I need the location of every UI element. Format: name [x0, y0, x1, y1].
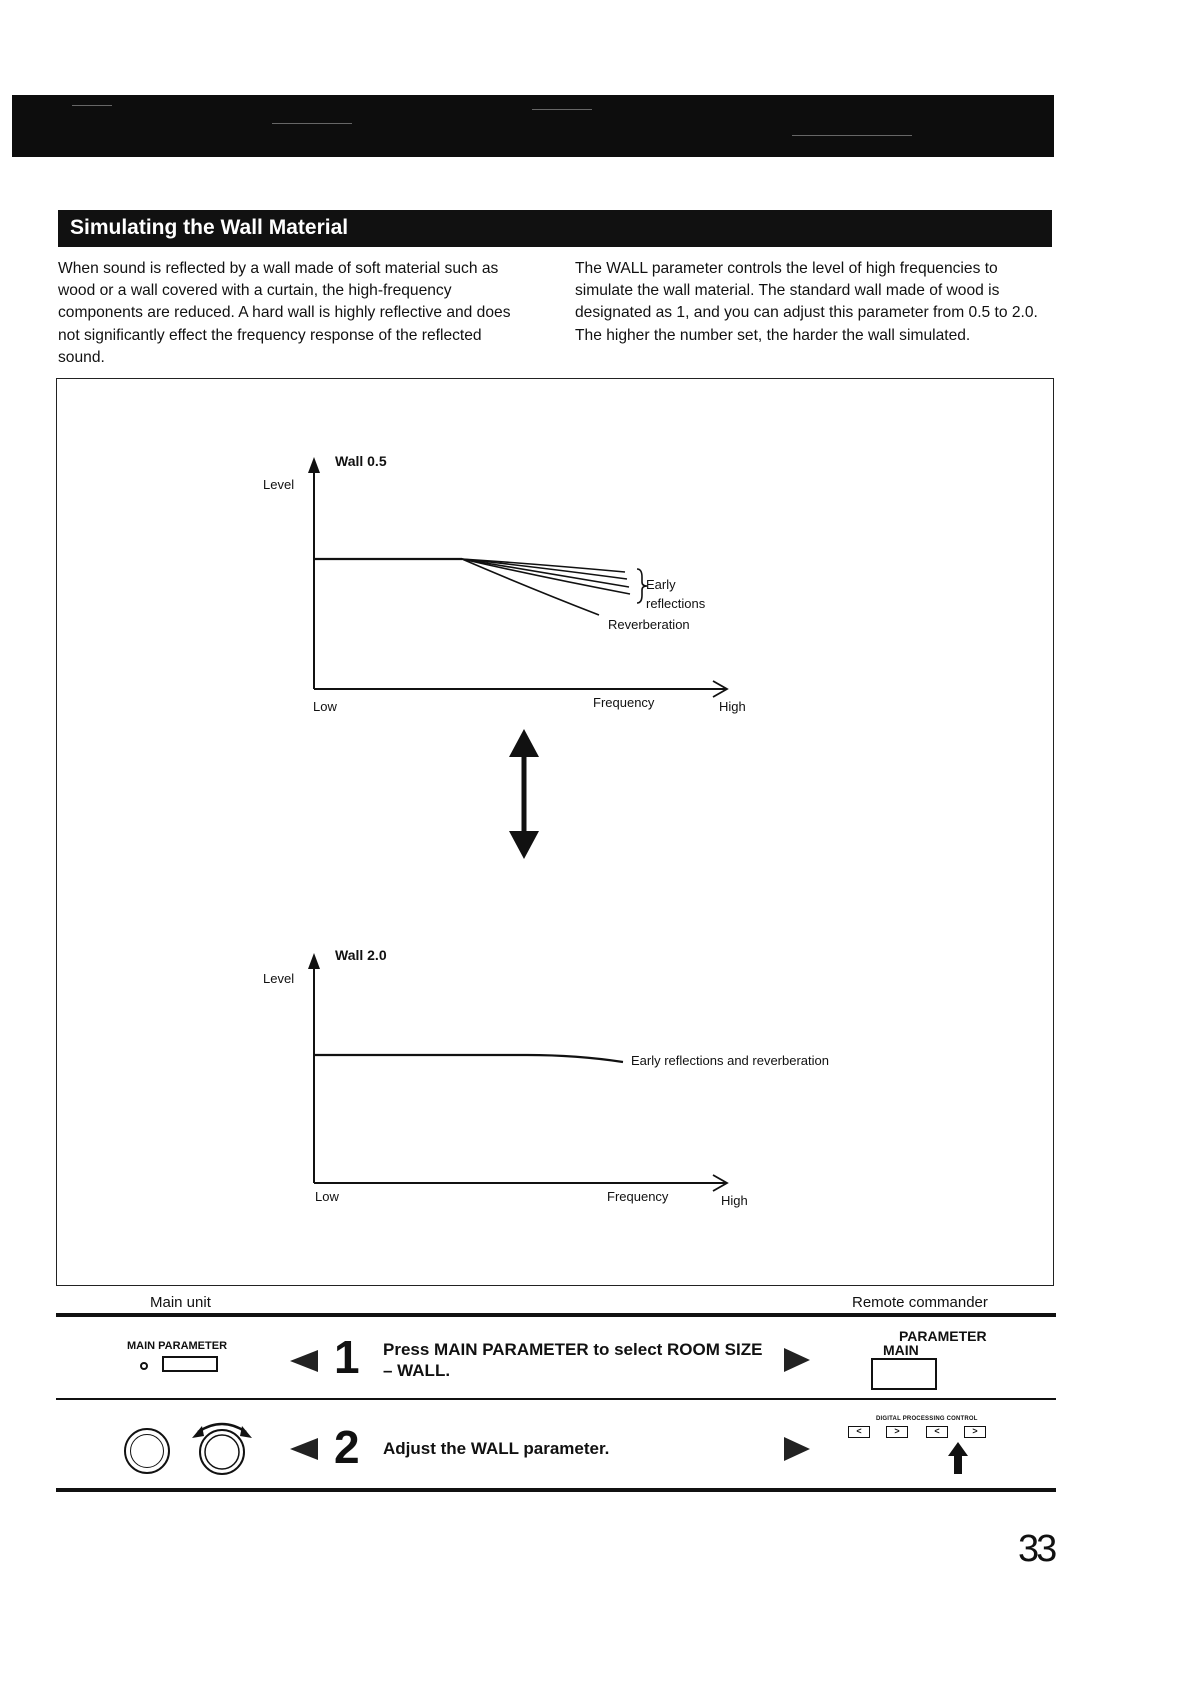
steps-middle-rule	[56, 1398, 1056, 1400]
jog-dial-icon	[124, 1428, 170, 1474]
top-y-label: Level	[263, 477, 295, 492]
bottom-y-label: Level	[263, 971, 295, 986]
top-x-low-label: Low	[313, 699, 337, 714]
bottom-x-axis-label: Frequency	[607, 1189, 669, 1204]
header-noise	[272, 123, 352, 124]
up-arrow-indicator-icon	[946, 1442, 970, 1476]
wall-diagram-svg	[57, 379, 1053, 1285]
step-1-text: Press MAIN PARAMETER to select ROOM SIZE – WALL.	[383, 1340, 763, 1380]
step-2-text: Adjust the WALL parameter.	[383, 1439, 610, 1458]
dpc-button-1[interactable]: <	[848, 1426, 870, 1438]
steps-top-rule	[56, 1313, 1056, 1317]
remote-parameter-label: PARAMETER	[899, 1328, 987, 1344]
step-1-number: 1	[334, 1331, 360, 1383]
step-1-right-arrow-icon	[784, 1348, 810, 1372]
page-number: 33	[1018, 1528, 1055, 1570]
top-early-curve-3	[462, 559, 629, 587]
rotate-dial-icon[interactable]	[186, 1416, 258, 1478]
step-2-left-arrow-icon	[290, 1438, 318, 1460]
steps-bottom-rule	[56, 1488, 1056, 1492]
main-parameter-label: MAIN PARAMETER	[127, 1340, 228, 1352]
intro-paragraph-left: When sound is reflected by a wall made of soft material such as wood or a wall covered with a curtain, the high-frequency components are reduced. A hard wall is highly reflective and does not significantly effect the frequency response of the reflected sound.	[58, 260, 511, 366]
top-reverberation-label: Reverberation	[608, 617, 690, 632]
bottom-x-low-label: Low	[315, 1189, 339, 1204]
header-noise	[792, 135, 912, 136]
header-noise	[72, 105, 112, 106]
remote-main-parameter-button[interactable]	[871, 1358, 937, 1390]
step-2-right-arrow-icon	[784, 1437, 810, 1461]
top-x-axis-label: Frequency	[593, 695, 655, 710]
top-early-reflections-label: Early reflections	[646, 577, 706, 611]
bottom-y-arrow	[308, 953, 320, 969]
top-x-high-label: High	[719, 699, 746, 714]
bottom-curve	[314, 1055, 623, 1062]
bottom-x-high-label: High	[721, 1193, 748, 1208]
section-title: Simulating the Wall Material	[70, 216, 349, 239]
digital-processing-control-label: DIGITAL PROCESSING CONTROL	[876, 1416, 978, 1422]
remote-main-label: MAIN	[883, 1342, 919, 1358]
top-y-arrow	[308, 457, 320, 473]
bottom-graph-title: Wall 2.0	[335, 947, 387, 963]
step-1-left-arrow-icon	[290, 1350, 318, 1372]
double-arrow-up	[509, 729, 539, 757]
wall-diagram-figure	[56, 378, 1054, 1286]
top-graph-title: Wall 0.5	[335, 453, 387, 469]
header-noise	[532, 109, 592, 110]
header-band	[12, 95, 1054, 157]
main-parameter-led	[140, 1362, 148, 1370]
main-parameter-button[interactable]	[162, 1356, 218, 1372]
step-2-number: 2	[334, 1421, 360, 1473]
bottom-annotation-label: Early reflections and reverberation	[631, 1053, 829, 1068]
dpc-button-4[interactable]: >	[964, 1426, 986, 1438]
main-unit-label: Main unit	[150, 1294, 211, 1311]
intro-paragraph-right: The WALL parameter controls the level of high frequencies to simulate the wall material. The standard wall made of wood is designated as 1, and you can adjust this parameter from 0.5 to 2.0. The higher the number set, the harder the wall simulated.	[575, 260, 1038, 344]
dpc-button-3[interactable]: <	[926, 1426, 948, 1438]
double-arrow-down	[509, 831, 539, 859]
section-title-bar	[58, 210, 1052, 247]
dpc-button-2[interactable]: >	[886, 1426, 908, 1438]
remote-commander-label: Remote commander	[852, 1294, 988, 1311]
